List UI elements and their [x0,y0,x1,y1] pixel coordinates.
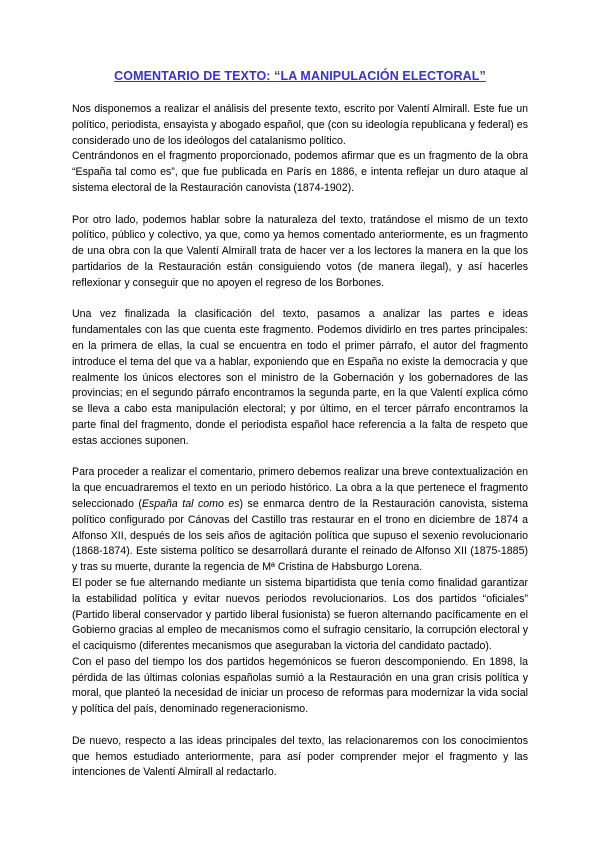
document-title: COMENTARIO DE TEXTO: “LA MANIPULACIÓN ELECTORAL” [114,69,486,83]
paragraph-context [72,465,528,576]
paragraph-context-before: Para proceder a realizar el comentario, primero debemos realizar una breve contextualización en la que encuadraremos el texto en un periodo histórico. La obra a la que pertenece el fragmento seleccionado ( [72,466,528,510]
work-title-italic: España tal como es [141,497,240,510]
paragraph-spacer [72,292,528,308]
paragraph-intro-author: Nos disponemos a realizar el análisis del presente texto, escrito por Valentí Almirall. Este fue un político, periodista, ensayista y abogado español, que (con su ideología republicana y federal) es considerado uno de los ideólogos del catalanismo político. [72,103,528,147]
paragraph-nature: Por otro lado, podemos hablar sobre la naturaleza del texto, tratándose el mismo de un texto político, público y colectivo, ya que, como ya hemos comentado anteriormente, es un fragmento de una obra con la que Valentí Almirall trata de hacer ver a los lectores la manera en la que los partidarios de la Restauración están consiguiendo votos (de manera ilegal), y así hacerles reflexionar y conseguir que no apoyen el regreso de los Borbones. [72,213,528,289]
paragraph-bipartisan: El poder se fue alternando mediante un sistema bipartidista que tenía como finalidad garantizar la estabilidad política y evitar nuevos periodos revolucionarios. Los dos partidos “oficiales” (Partido liberal conservador y partido liberal fusionista) se fueron alternando pacíficamente en el Gobierno gracias al empleo de mecanismos como el sufragio censitario, la corrupción electoral y el caciquismo (diferentes mecanismos que aseguraban la victoria del candidato pactado). [72,576,528,653]
paragraph-crisis: Con el paso del tiempo los dos partidos hegemónicos se fueron descomponiendo. En 1898, la pérdida de las últimas colonias españolas sumió a la Restauración en una gran crisis política y moral, que planteó la necesidad de iniciar un proceso de reformas para modernizar la vida social y política del país, denominado regeneracionismo. [72,655,528,716]
paragraph-intro-work: Centrándonos en el fragmento proporcionado, podemos afirmar que es un fragmento de la obra “España tal como es”, que fue publicada en París en 1886, e intenta reflejar un duro ataque al sistema electoral de la Restauración canovista (1874-1902). [72,150,528,194]
paragraph-spacer [72,197,528,213]
paragraph-spacer [72,718,528,734]
paragraph-parts: Una vez finalizada la clasificación del texto, pasamos a analizar las partes e ideas fundamentales con las que cuenta este fragmento. Podemos dividirlo en tres partes principales: en la primera de ellas, la cual se encuentra en todo el primer párrafo, el autor del fragmento introduce el tema del que va a hablar, exponiendo que en España no existe la democracia y que realmente los únicos electores son el ministro de la Gobernación y los gobernadores de las provincias; en el segundo párrafo encontramos la segunda parte, en la que Valentí explica cómo se lleva a cabo esta manipulación electoral; y por último, en el tercer párrafo encontramos la parte final del fragmento, donde el periodista español hace referencia a la falta de respeto que estas acciones suponen. [72,308,528,447]
paragraph-conclusion: De nuevo, respecto a las ideas principales del texto, las relacionaremos con los conocimientos que hemos estudiado anteriormente, para así poder comprender mejor el fragmento y las intenciones de Valentí Almirall al redactarlo. [72,734,528,779]
paragraph-context-after: ) se enmarca dentro de la Restauración canovista, sistema político configurado por Cánovas del Castillo tras restaurar en el trono en diciembre de 1874 a Alfonso XII, después de los seis años de agitación política que supuso el sexenio revolucionario (1868-1874). Este sistema político se desarrollará durante el reinado de Alfonso XII (1875-1885) y tras su muerte, durante la regencia de Mª Cristina de Habsburgo Lorena. [72,497,529,574]
paragraph-spacer [72,450,528,466]
